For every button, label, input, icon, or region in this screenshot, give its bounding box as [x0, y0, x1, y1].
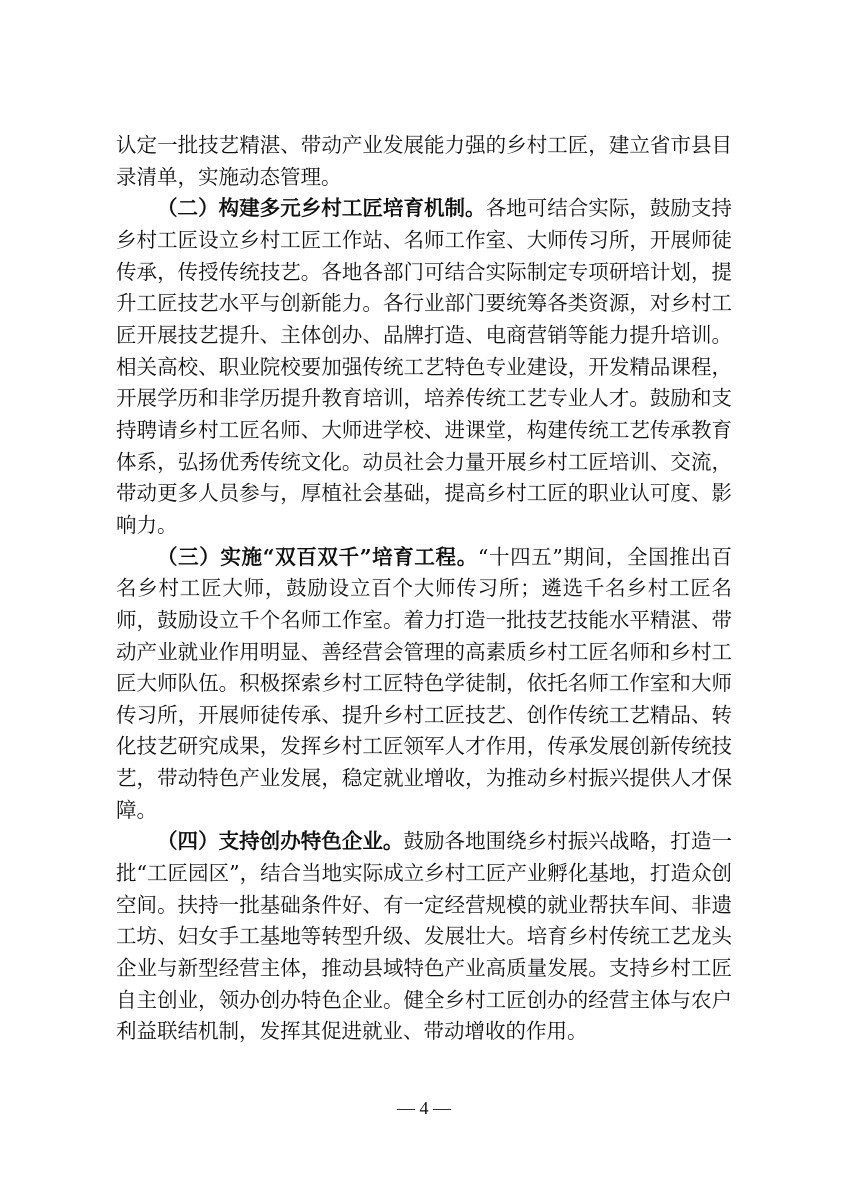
section-heading: （四）支持创办特色企业。 — [157, 829, 404, 854]
paragraph-continuation — [116, 130, 732, 193]
paragraph-section-2 — [116, 193, 732, 541]
section-heading: （二）构建多元乡村工匠培育机制。 — [157, 196, 486, 221]
page-number: — 4 — — [397, 1098, 451, 1118]
paragraph-section-3 — [116, 542, 732, 827]
paragraph-text: “十四五”期间，全国推出百名乡村工匠大师，鼓励设立百个大师传习所；遴选千名乡村工匠名师，鼓励设立千个名师工作室。着力打造一批技艺技能水平精湛、带动产业就业作用明显、善经营会管理的高素质乡村工匠名师和乡村工匠大师队伍。积极探索乡村工匠特色学徒制，依托名师工作室和大师传习所，开展师徒传承、提升乡村工匠技艺、创作传统工艺精品、转化技艺研究成果，发挥乡村工匠领军人才作用，传承发展创新传统技艺，带动特色产业发展，稳定就业增收，为推动乡村振兴提供人才保障。 — [116, 544, 732, 822]
section-heading: （三）实施“双百双千”培育工程。 — [157, 544, 478, 569]
paragraph-text: 各地可结合实际，鼓励支持乡村工匠设立乡村工匠工作站、名师工作室、大师传习所，开展师徒传承，传授传统技艺。各地各部门可结合实际制定专项研培计划，提升工匠技艺水平与创新能力。各行业部门要统筹各类资源，对乡村工匠开展技艺提升、主体创办、品牌打造、电商营销等能力提升培训。相关高校、职业院校要加强传统工艺特色专业建设，开发精品课程，开展学历和非学历提升教育培训，培养传统工艺专业人才。鼓励和支持聘请乡村工匠名师、大师进学校、进课堂，构建传统工艺传承教育体系，弘扬优秀传统文化。动员社会力量开展乡村工匠培训、交流，带动更多人员参与，厚植社会基础，提高乡村工匠的职业认可度、影响力。 — [116, 196, 733, 537]
paragraph-text: 鼓励各地围绕乡村振兴战略，打造一批“工匠园区”，结合当地实际成立乡村工匠产业孵化基地，打造众创空间。扶持一批基础条件好、有一定经营规模的就业帮扶车间、非遗工坊、妇女手工基地等转型升级、发展壮大。培育乡村传统工艺龙头企业与新型经营主体，推动县域特色产业高质量发展。支持乡村工匠自主创业，领办创办特色企业。健全乡村工匠创办的经营主体与农户利益联结机制，发挥其促进就业、带动增收的作用。 — [116, 829, 733, 1044]
paragraph-text: 认定一批技艺精湛、带动产业发展能力强的乡村工匠，建立省市县目录清单，实施动态管理。 — [116, 133, 732, 189]
paragraph-section-4 — [116, 826, 732, 1048]
body-text — [116, 130, 732, 1048]
